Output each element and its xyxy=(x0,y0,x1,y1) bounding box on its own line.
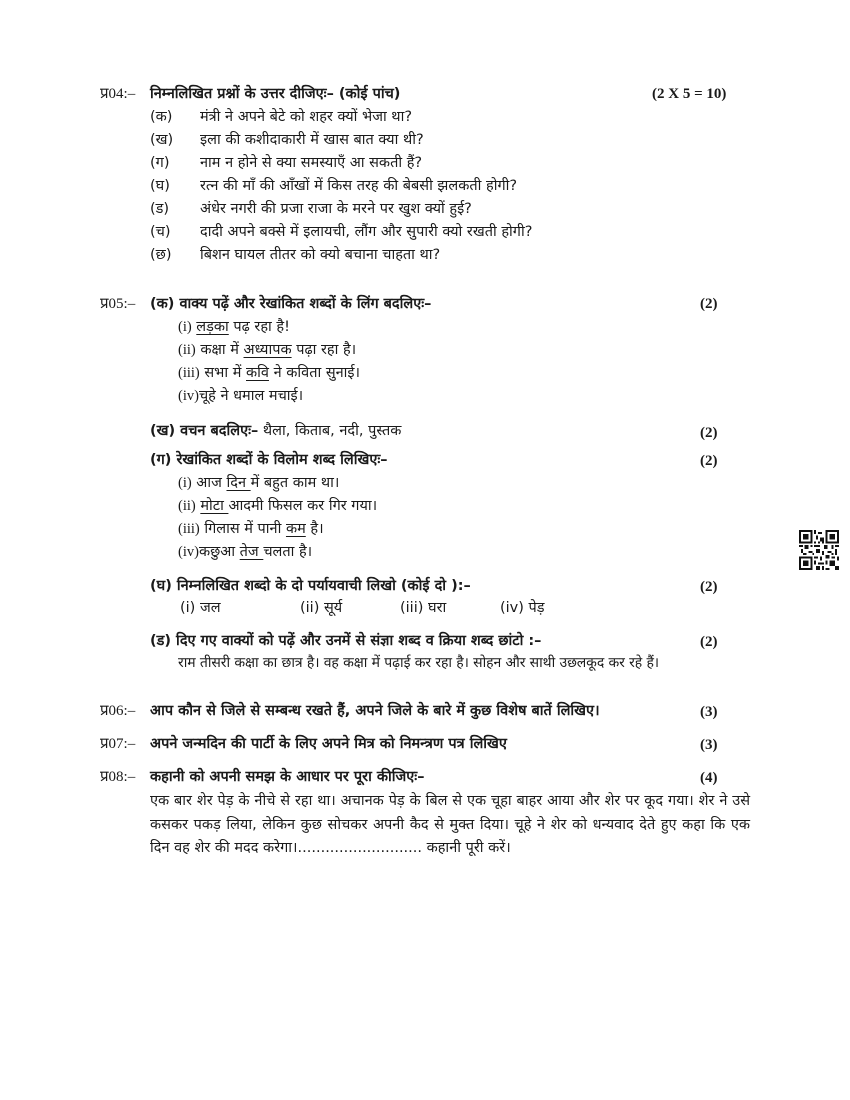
q05d-marks: (2) xyxy=(700,579,718,595)
q05b-title: (ख) वचन बदलिएः– xyxy=(150,423,259,439)
q04-item-label: (ख) xyxy=(150,132,174,148)
q07-text: अपने जन्मदिन की पार्टी के लिए अपने मित्र को निमन्त्रण पत्र लिखिए xyxy=(150,736,507,752)
q08-title: कहानी को अपनी समझ के आधार पर पूरा कीजिएः– xyxy=(150,769,425,785)
q05a-marks: (2) xyxy=(700,296,718,312)
q05d-option: (iv) पेड़ xyxy=(500,600,545,616)
q04-item-text: बिशन घायल तीतर को क्यो बचाना चाहता था? xyxy=(200,247,441,263)
text-post: आदमी फिसल कर गिर गया। xyxy=(228,498,378,514)
qr-code-icon xyxy=(799,530,839,570)
q08-number: प्र08:– xyxy=(100,769,136,785)
q05c-title: (ग) रेखांकित शब्दों के विलोम शब्द लिखिएः– xyxy=(150,452,388,468)
roman-numeral: (ii) xyxy=(178,498,196,514)
underlined-word: तेज xyxy=(239,544,264,560)
roman-numeral: (ii) xyxy=(178,342,196,358)
q04-item-text: दादी अपने बक्से में इलायची, लौंग और सुपारी क्यो रखती होगी? xyxy=(200,224,533,240)
q05a-title: (क) वाक्य पढ़ें और रेखांकित शब्दों के लिंग बदलिएः– xyxy=(150,296,432,312)
q05-number: प्र05:– xyxy=(100,296,136,312)
q05d-option: (i) जल xyxy=(180,600,221,616)
q05e-title: (ड) दिए गए वाक्यों को पढ़ें और उनमें से संज्ञा शब्द व क्रिया शब्द छांटो :– xyxy=(150,633,542,649)
q05b-marks: (2) xyxy=(700,425,718,441)
roman-numeral: (i) xyxy=(178,475,192,491)
q05e-marks: (2) xyxy=(700,634,718,650)
q05a-item xyxy=(178,317,290,337)
q05e-passage: राम तीसरी कक्षा का छात्र है। वह कक्षा में पढ़ाई कर रहा है। सोहन और साथी उछलकूद कर रहे हैं। xyxy=(178,655,659,671)
q08-story: एक बार शेर पेड़ के नीचे से रहा था। अचानक पेड़ के बिल से एक चूहा बाहर आया और शेर पर कूद गया। शेर ने उसे कसकर पकड़ लिया, लेकिन कुछ सोचकर अपनी कैद से मुक्त दिया। चूहे ने शेर को धन्यवाद देते हुए कहा कि एक दिन वह शेर की मदद करेगा।........................... कहानी पूरी करें। xyxy=(150,793,750,856)
underlined-word: कम xyxy=(285,521,306,537)
text-post: ने कविता सुनाई। xyxy=(268,365,361,381)
q05c-item xyxy=(178,542,312,562)
q04-item-text: अंधेर नगरी की प्रजा राजा के मरने पर खुश क्यों हुई? xyxy=(200,201,472,217)
text-post: चलता है। xyxy=(263,544,313,560)
text-pre: कक्षा में xyxy=(200,342,244,358)
q05d-option: (ii) सूर्य xyxy=(300,600,343,616)
q04-title: निम्नलिखित प्रश्नों के उत्तर दीजिएः– (कोई पांच) xyxy=(150,86,401,102)
q05c-item xyxy=(178,496,377,516)
q05d-option: (iii) घरा xyxy=(400,600,447,616)
text-post: पढ़ा रहा है। xyxy=(291,342,357,358)
q04-item-text: इला की कशीदाकारी में खास बात क्या थी? xyxy=(200,132,424,148)
q04-item-text: नाम न होने से क्या समस्याएँ आ सकती हैं? xyxy=(200,155,423,171)
q05a-item xyxy=(178,386,303,406)
q04-item-label: (क) xyxy=(150,109,173,125)
q06-text: आप कौन से जिले से सम्बन्ध रखते हैं, अपने जिले के बारे में कुछ विशेष बातें लिखिए। xyxy=(150,703,600,719)
q04-marks: (2 X 5 = 10) xyxy=(652,86,727,102)
q04-item-label: (छ) xyxy=(150,247,172,263)
q04-item-text: मंत्री ने अपने बेटे को शहर क्यों भेजा था? xyxy=(200,109,413,125)
q07-number: प्र07:– xyxy=(100,736,136,752)
text-pre: कछुआ xyxy=(198,544,240,560)
roman-numeral: (i) xyxy=(178,319,192,335)
q05a-item xyxy=(178,340,356,360)
q05c-marks: (2) xyxy=(700,453,718,469)
text-post: है। xyxy=(305,521,324,537)
text-post: पढ़ रहा है! xyxy=(228,319,290,335)
underlined-word: लड़का xyxy=(196,319,229,335)
text-pre: गिलास में पानी xyxy=(204,521,286,537)
text-pre: आज xyxy=(196,475,227,491)
underlined-word: दिन xyxy=(226,475,251,491)
q08-marks: (4) xyxy=(700,770,718,786)
underlined-word: अध्यापक xyxy=(243,342,292,358)
q04-item-label: (घ) xyxy=(150,178,170,194)
q05a-item xyxy=(178,363,360,383)
q05b-line xyxy=(150,421,401,441)
q06-number: प्र06:– xyxy=(100,703,136,719)
roman-numeral: (iv) xyxy=(178,544,199,560)
q04-item-label: (ड) xyxy=(150,201,170,217)
q05c-item xyxy=(178,519,324,539)
q05b-words: थैला, किताब, नदी, पुस्तक xyxy=(262,423,402,439)
underlined-word: कवि xyxy=(246,365,269,381)
text-post: में बहुत काम था। xyxy=(250,475,340,491)
q05d-title: (घ) निम्नलिखित शब्दो के दो पर्यायवाची लिखो (कोई दो ):– xyxy=(150,578,471,594)
q04-item-label: (च) xyxy=(150,224,171,240)
roman-numeral: (iii) xyxy=(178,521,200,537)
q06-marks: (3) xyxy=(700,704,718,720)
underlined-word: मोटा xyxy=(200,498,229,514)
q04-number: प्र04:– xyxy=(100,86,136,102)
roman-numeral: (iii) xyxy=(178,365,200,381)
q04-item-text: रत्न की माँ की आँखों में किस तरह की बेबसी झलकती होगी? xyxy=(200,178,518,194)
q05c-item xyxy=(178,473,339,493)
roman-numeral: (iv) xyxy=(178,388,199,404)
q04-item-label: (ग) xyxy=(150,155,170,171)
text-pre: चूहे ने धमाल मचाई। xyxy=(198,388,304,404)
q07-marks: (3) xyxy=(700,737,718,753)
text-pre: सभा में xyxy=(204,365,246,381)
